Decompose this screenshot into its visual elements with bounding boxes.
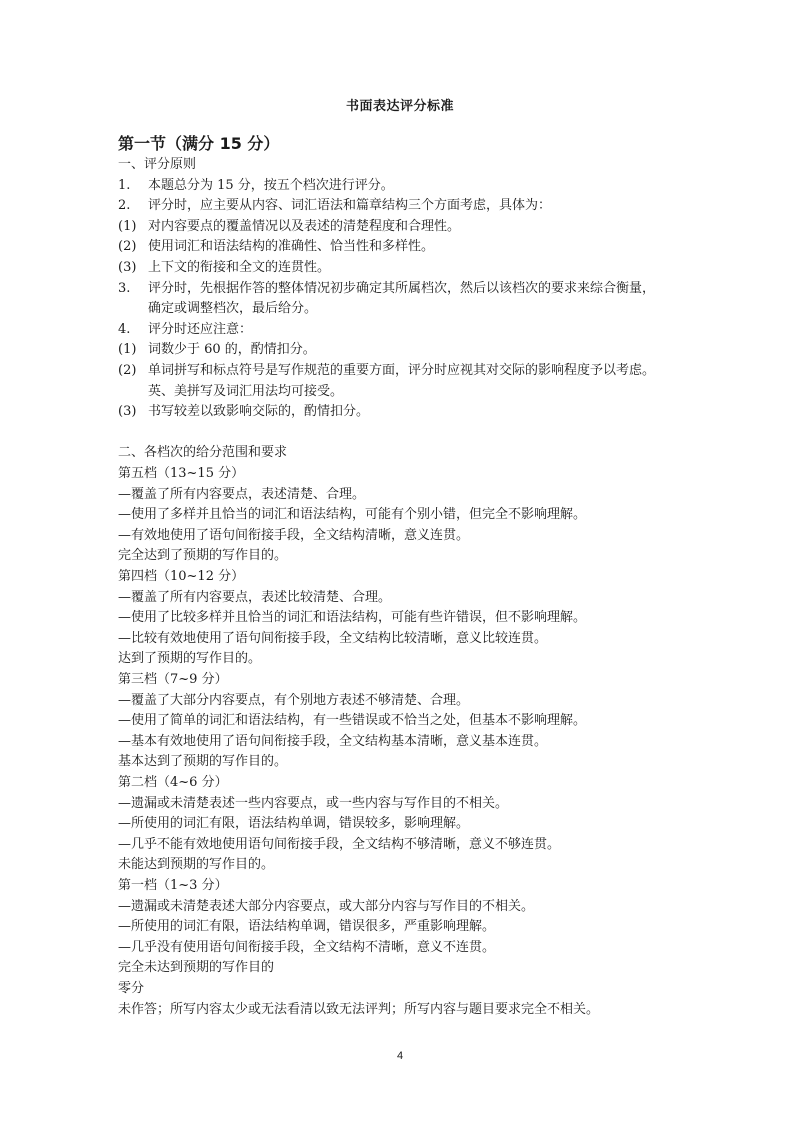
text-line — [118, 505, 586, 525]
line-text: —几乎没有使用语句间衔接手段，全文结构不清晰，意义不连贯。 — [118, 939, 496, 955]
line-text: —遗漏或未清楚表述一些内容要点，或一些内容与写作目的不相关。 — [118, 795, 509, 811]
line-text: —使用了简单的词汇和语法结构，有一些错误或不恰当之处，但基本不影响理解。 — [118, 713, 587, 729]
section-heading: 第一节（满分 15 分） — [118, 134, 280, 153]
line-text: 二、各档次的给分范围和要求 — [118, 445, 288, 461]
line-text: 第四档（10~12 分） — [118, 569, 245, 584]
text-line — [118, 814, 469, 834]
numbered-line — [118, 176, 394, 196]
numbered-line — [118, 320, 252, 340]
line-number: (2) — [118, 363, 137, 378]
line-text: 第三档（7~9 分） — [118, 672, 228, 687]
line-text: 完全达到了预期的写作目的。 — [118, 548, 288, 564]
line-text: 第二档（4~6 分） — [118, 775, 228, 790]
line-text: —比较有效地使用了语句间衔接手段，全文结构比较清晰，意义比较连贯。 — [118, 630, 548, 646]
line-text: 上下文的衔接和全文的连贯性。 — [148, 260, 331, 275]
text-line — [118, 979, 144, 999]
line-text: 第一档（1~3 分） — [118, 878, 228, 893]
text-line — [118, 917, 495, 937]
numbered-line — [118, 361, 655, 381]
document-title: 书面表达评分标准 — [345, 99, 454, 114]
line-text: 基本达到了预期的写作目的。 — [118, 754, 288, 770]
line-text: —使用了比较多样并且恰当的词汇和语法结构，可能有些许错误，但不影响理解。 — [118, 610, 587, 626]
line-text: 英、美拼写及词汇用法均可接受。 — [148, 383, 344, 399]
line-text: 达到了预期的写作目的。 — [118, 651, 262, 667]
line-text: 词数少于 60 的，酌情扣分。 — [148, 342, 316, 358]
text-line — [118, 773, 228, 793]
text-line — [118, 567, 244, 587]
line-text: 书写较差以致影响交际的，酌情扣分。 — [148, 404, 370, 420]
line-text: —所使用的词汇有限，语法结构单调，错误较多，影响理解。 — [118, 816, 470, 832]
line-text: 确定或调整档次，最后给分。 — [148, 301, 318, 317]
line-text: —基本有效地使用了语句间衔接手段，全文结构基本清晰，意义基本连贯。 — [118, 733, 548, 749]
text-line — [118, 485, 365, 505]
numbered-line — [118, 258, 330, 278]
line-text: —覆盖了所有内容要点，表述比较清楚、合理。 — [118, 589, 392, 605]
numbered-line — [118, 237, 434, 257]
line-number: (3) — [118, 404, 137, 420]
line-text: 使用词汇和语法结构的准确性、恰当性和多样性。 — [148, 239, 435, 255]
line-text: 评分时，应主要从内容、词汇语法和篇章结构三个方面考虑，具体为： — [148, 198, 552, 214]
line-text: 零分 — [118, 981, 145, 996]
text-line — [118, 711, 586, 731]
line-text: —几乎不能有效地使用语句间衔接手段，全文结构不够清晰，意义不够连贯。 — [118, 836, 561, 852]
numbered-line — [118, 340, 316, 360]
line-text: 未能达到预期的写作目的。 — [118, 857, 275, 873]
text-line — [118, 938, 495, 958]
line-text: —使用了多样并且恰当的词汇和语法结构，可能有个别小错，但完全不影响理解。 — [118, 507, 587, 523]
numbered-line — [118, 196, 551, 216]
text-line — [118, 958, 274, 978]
text-line — [118, 155, 196, 175]
line-number: (1) — [118, 218, 137, 234]
line-text: —覆盖了所有内容要点，表述清楚、合理。 — [118, 486, 366, 502]
text-line — [118, 546, 287, 566]
line-text: —遗漏或未清楚表述大部分内容要点，或大部分内容与写作目的不相关。 — [118, 898, 535, 914]
line-number: 3. — [118, 280, 131, 296]
text-line — [118, 835, 560, 855]
text-line — [118, 897, 534, 917]
line-number: (2) — [118, 239, 137, 255]
line-text: —所使用的词汇有限，语法结构单调，错误很多，严重影响理解。 — [118, 919, 496, 935]
line-number: (3) — [118, 260, 137, 275]
line-text: —覆盖了大部分内容要点，有个别地方表述不够清楚、合理。 — [118, 692, 470, 708]
text-line — [118, 443, 287, 463]
text-line — [118, 670, 228, 690]
text-line — [118, 732, 547, 752]
line-text: 单词拼写和标点符号是写作规范的重要方面，评分时应视其对交际的影响程度予以考虑。 — [148, 363, 656, 378]
line-text: —有效地使用了语句间衔接手段，全文结构清晰，意义连贯。 — [118, 527, 470, 543]
line-text: 未作答；所写内容太少或无法看清以致无法评判；所写内容与题目要求完全不相关。 — [118, 1001, 600, 1017]
text-line — [118, 691, 469, 711]
text-line — [148, 299, 317, 319]
text-line — [118, 526, 469, 546]
line-text: 评分时还应注意： — [148, 321, 253, 337]
line-text: 第五档（13~15 分） — [118, 466, 245, 481]
line-number: 1. — [118, 177, 131, 193]
line-number: 2. — [118, 198, 131, 214]
numbered-line — [118, 217, 460, 237]
text-line — [118, 588, 391, 608]
line-number: (1) — [118, 342, 137, 358]
text-line — [118, 608, 586, 628]
text-line — [118, 629, 547, 649]
numbered-line — [118, 402, 369, 422]
line-text: 完全未达到预期的写作目的 — [118, 960, 275, 976]
numbered-line — [118, 279, 655, 299]
text-line — [118, 752, 287, 772]
line-text: 对内容要点的覆盖情况以及表述的清楚程度和合理性。 — [148, 218, 461, 234]
line-text: 本题总分为 15 分，按五个档次进行评分。 — [148, 177, 394, 193]
text-line — [118, 464, 244, 484]
text-line — [148, 382, 343, 402]
page-number: 4 — [396, 1050, 404, 1062]
text-line — [118, 876, 228, 896]
text-line — [118, 855, 274, 875]
line-text: 一、评分原则 — [118, 157, 197, 172]
text-line — [118, 794, 508, 814]
text-line — [118, 649, 261, 669]
text-line — [118, 1000, 599, 1020]
line-number: 4. — [118, 321, 131, 337]
line-text: 评分时，先根据作答的整体情况初步确定其所属档次，然后以该档次的要求来综合衡量， — [148, 280, 656, 296]
